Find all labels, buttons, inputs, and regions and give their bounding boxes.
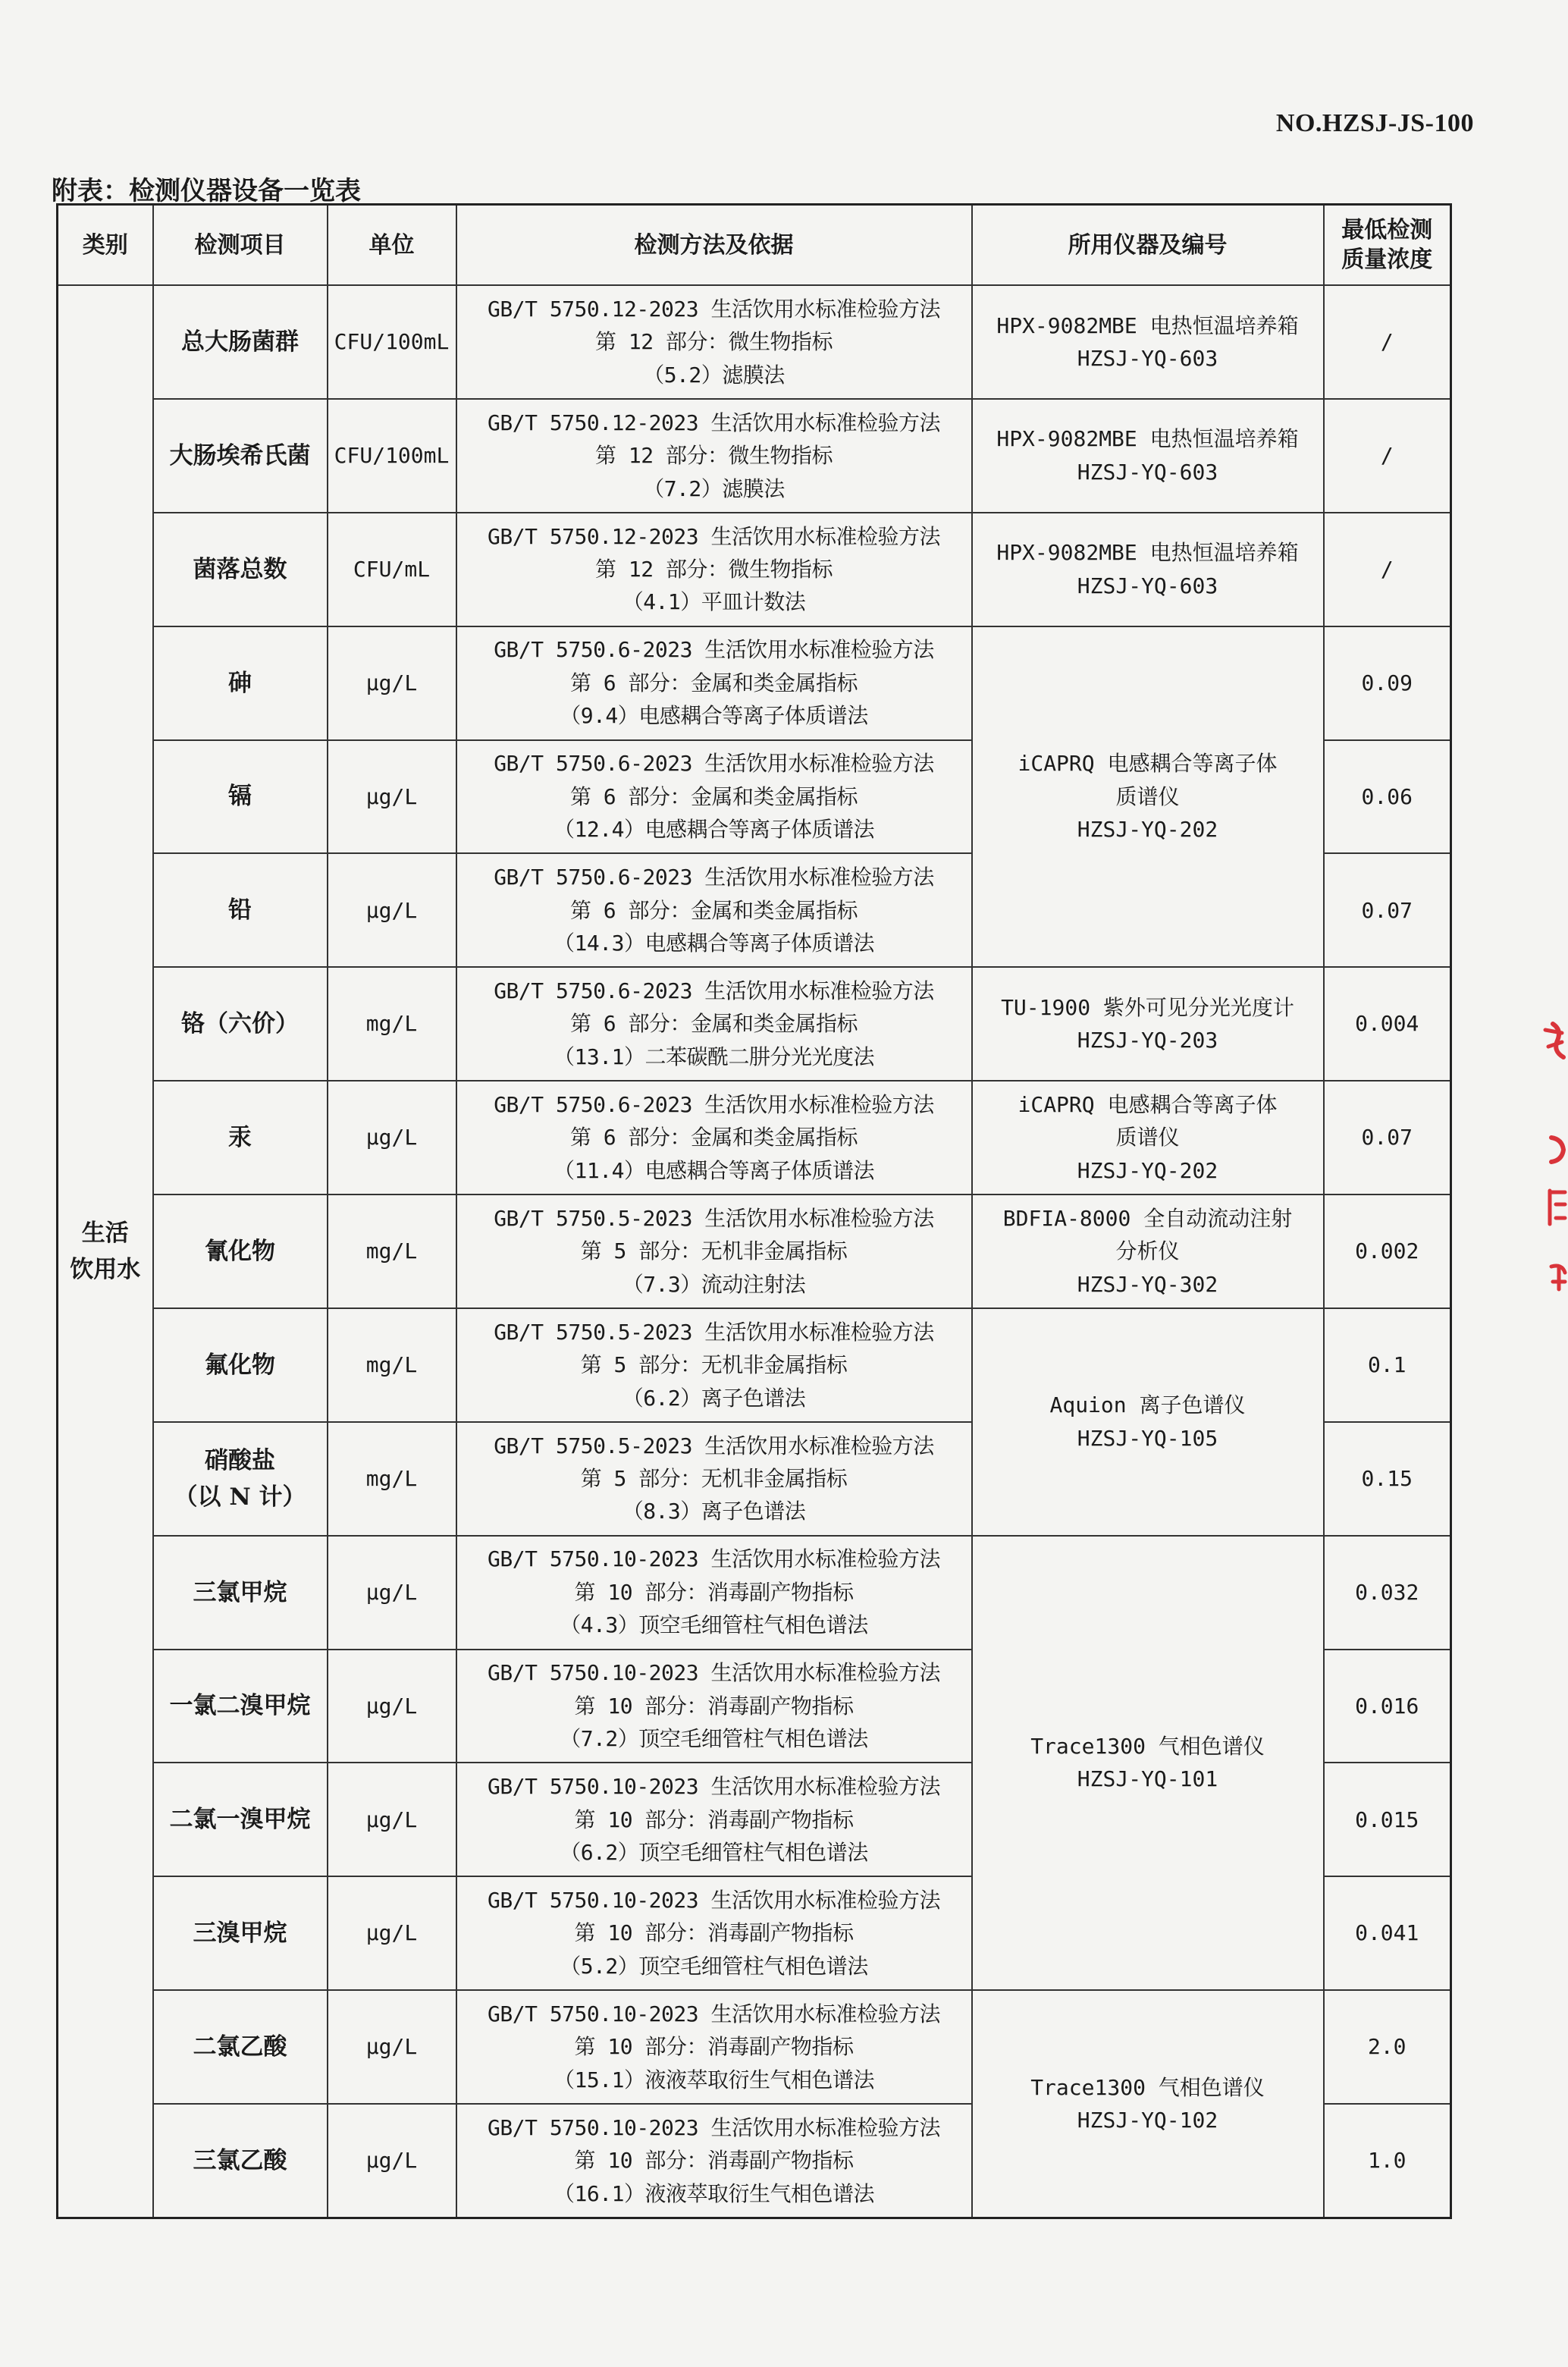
limit-cell: 0.002 xyxy=(1324,1194,1451,1308)
item-line: 硝酸盐 xyxy=(205,1446,275,1474)
method-line: GB/T 5750.6-2023 生活饮用水标准检验方法 xyxy=(494,865,934,890)
instrument-line: 质谱仪 xyxy=(1115,1125,1180,1151)
method-line: 第 10 部分：消毒副产物指标 xyxy=(574,2034,854,2060)
unit-cell: CFU/100mL xyxy=(328,285,456,399)
table-row xyxy=(58,626,1451,740)
table-header-row xyxy=(58,205,1451,286)
method-cell xyxy=(456,1081,972,1194)
method-cell xyxy=(456,626,972,740)
table-row xyxy=(58,399,1451,513)
method-cell xyxy=(456,740,972,854)
method-line: （5.2）滤膜法 xyxy=(643,362,785,388)
instrument-line: BDFIA-8000 全自动流动注射 xyxy=(1002,1205,1293,1231)
unit-cell: μg/L xyxy=(328,1650,456,1763)
item-cell: 氰化物 xyxy=(153,1194,328,1308)
instrument-line: HPX-9082MBE 电热恒温培养箱 xyxy=(996,426,1299,452)
method-line: （7.3）流动注射法 xyxy=(622,1271,806,1297)
method-line: 第 10 部分：消毒副产物指标 xyxy=(574,1693,854,1719)
method-line: GB/T 5750.12-2023 生活饮用水标准检验方法 xyxy=(488,523,940,549)
method-line: 第 6 部分：金属和类金属指标 xyxy=(569,670,858,695)
category-line2: 饮用水 xyxy=(70,1256,141,1283)
limit-cell: 0.015 xyxy=(1324,1763,1451,1876)
method-line: （4.3）顶空毛细管柱气相色谱法 xyxy=(560,1612,868,1638)
limit-cell: 0.06 xyxy=(1324,740,1451,854)
method-line: （6.2）顶空毛细管柱气相色谱法 xyxy=(560,1840,868,1865)
item-cell: 二氯乙酸 xyxy=(153,1990,328,2104)
method-line: GB/T 5750.12-2023 生活饮用水标准检验方法 xyxy=(488,410,940,435)
method-cell xyxy=(456,2104,972,2218)
method-line: 第 6 部分：金属和类金属指标 xyxy=(569,783,858,809)
table-row xyxy=(58,285,1451,399)
instrument-line: HZSJ-YQ-603 xyxy=(1077,459,1218,485)
instrument-table xyxy=(56,203,1452,2219)
unit-cell: μg/L xyxy=(328,740,456,854)
method-line: GB/T 5750.5-2023 生活饮用水标准检验方法 xyxy=(494,1319,934,1345)
method-line: （11.4）电感耦合等离子体质谱法 xyxy=(554,1157,874,1183)
method-line: GB/T 5750.6-2023 生活饮用水标准检验方法 xyxy=(494,1091,934,1117)
unit-cell: μg/L xyxy=(328,626,456,740)
table-body xyxy=(58,285,1451,2218)
method-cell xyxy=(456,967,972,1081)
unit-cell: μg/L xyxy=(328,1876,456,1990)
instrument-cell xyxy=(972,1194,1324,1308)
header-category: 类别 xyxy=(58,205,153,286)
instrument-line: HZSJ-YQ-202 xyxy=(1077,817,1218,843)
limit-cell: 0.15 xyxy=(1324,1422,1451,1536)
method-cell xyxy=(456,1650,972,1763)
instrument-line: HZSJ-YQ-603 xyxy=(1077,573,1218,598)
method-line: GB/T 5750.5-2023 生活饮用水标准检验方法 xyxy=(494,1433,934,1458)
instrument-line: 分析仪 xyxy=(1115,1238,1180,1264)
limit-cell: 0.07 xyxy=(1324,853,1451,967)
limit-cell: 0.07 xyxy=(1324,1081,1451,1194)
item-cell: 铬（六价） xyxy=(153,967,328,1081)
instrument-cell xyxy=(972,1990,1324,2218)
method-line: GB/T 5750.6-2023 生活饮用水标准检验方法 xyxy=(494,978,934,1004)
table-row xyxy=(58,967,1451,1081)
header-limit xyxy=(1324,205,1451,286)
header-method: 检测方法及依据 xyxy=(456,205,972,286)
method-line: 第 5 部分：无机非金属指标 xyxy=(580,1352,848,1378)
header-unit: 单位 xyxy=(328,205,456,286)
unit-cell: mg/L xyxy=(328,1308,456,1422)
unit-cell: mg/L xyxy=(328,1422,456,1536)
instrument-line: HZSJ-YQ-203 xyxy=(1077,1028,1218,1053)
instrument-line: Trace1300 气相色谱仪 xyxy=(1030,2074,1265,2100)
instrument-line: iCAPRQ 电感耦合等离子体 xyxy=(1018,751,1278,777)
header-limit-line2: 质量浓度 xyxy=(1341,246,1433,273)
item-cell: 三溴甲烷 xyxy=(153,1876,328,1990)
method-cell xyxy=(456,285,972,399)
method-cell xyxy=(456,1876,972,1990)
table-row xyxy=(58,513,1451,626)
method-line: 第 10 部分：消毒副产物指标 xyxy=(574,1920,854,1946)
instrument-line: Aquion 离子色谱仪 xyxy=(1049,1392,1246,1418)
instrument-cell xyxy=(972,1536,1324,1991)
table-caption: 附表：检测仪器设备一览表 xyxy=(52,176,361,206)
instrument-cell xyxy=(972,513,1324,626)
method-line: 第 10 部分：消毒副产物指标 xyxy=(574,1807,854,1832)
limit-cell: 0.09 xyxy=(1324,626,1451,740)
instrument-cell xyxy=(972,285,1324,399)
limit-cell: 0.041 xyxy=(1324,1876,1451,1990)
method-line: （9.4）电感耦合等离子体质谱法 xyxy=(560,703,868,729)
limit-cell: 0.032 xyxy=(1324,1536,1451,1650)
item-cell: 三氯乙酸 xyxy=(153,2104,328,2218)
method-cell xyxy=(456,1763,972,1876)
method-line: GB/T 5750.6-2023 生活饮用水标准检验方法 xyxy=(494,751,934,777)
table-row xyxy=(58,1536,1451,1650)
method-line: GB/T 5750.10-2023 生活饮用水标准检验方法 xyxy=(488,1774,940,1800)
instrument-line: HZSJ-YQ-102 xyxy=(1077,2108,1218,2133)
unit-cell: μg/L xyxy=(328,853,456,967)
instrument-line: iCAPRQ 电感耦合等离子体 xyxy=(1018,1091,1278,1117)
item-cell: 大肠埃希氏菌 xyxy=(153,399,328,513)
method-line: GB/T 5750.10-2023 生活饮用水标准检验方法 xyxy=(488,2114,940,2140)
method-line: 第 12 部分：微生物指标 xyxy=(595,329,833,355)
report-number: NO.HZSJ-JS-100 xyxy=(1275,109,1474,137)
method-line: 第 5 部分：无机非金属指标 xyxy=(580,1238,848,1264)
method-line: （13.1）二苯碳酰二肼分光光度法 xyxy=(554,1044,874,1069)
method-cell xyxy=(456,1308,972,1422)
unit-cell: μg/L xyxy=(328,1081,456,1194)
instrument-line: Trace1300 气相色谱仪 xyxy=(1030,1733,1265,1759)
method-line: （12.4）电感耦合等离子体质谱法 xyxy=(554,817,874,843)
method-line: 第 6 部分：金属和类金属指标 xyxy=(569,1125,858,1151)
instrument-line: HPX-9082MBE 电热恒温培养箱 xyxy=(996,540,1299,566)
instrument-line: HPX-9082MBE 电热恒温培养箱 xyxy=(996,312,1299,338)
instrument-cell xyxy=(972,399,1324,513)
method-line: 第 10 部分：消毒副产物指标 xyxy=(574,1579,854,1605)
header-limit-line1: 最低检测 xyxy=(1341,217,1433,243)
item-cell: 镉 xyxy=(153,740,328,854)
unit-cell: mg/L xyxy=(328,1194,456,1308)
method-cell xyxy=(456,1990,972,2104)
category-line1: 生活 xyxy=(81,1219,129,1247)
table-row xyxy=(58,1194,1451,1308)
instrument-line: HZSJ-YQ-302 xyxy=(1077,1271,1218,1297)
method-line: （5.2）顶空毛细管柱气相色谱法 xyxy=(560,1953,868,1979)
table-row xyxy=(58,1081,1451,1194)
method-line: 第 12 部分：微生物指标 xyxy=(595,556,833,582)
limit-cell: 1.0 xyxy=(1324,2104,1451,2218)
red-seal-stamp xyxy=(1523,1001,1568,1365)
method-line: （16.1）液液萃取衍生气相色谱法 xyxy=(554,2180,874,2206)
method-cell xyxy=(456,1536,972,1650)
header-instrument: 所用仪器及编号 xyxy=(972,205,1324,286)
method-line: GB/T 5750.10-2023 生活饮用水标准检验方法 xyxy=(488,1888,940,1913)
table-row xyxy=(58,1990,1451,2104)
method-cell xyxy=(456,513,972,626)
category-cell xyxy=(58,285,153,2218)
method-cell xyxy=(456,399,972,513)
method-line: 第 5 部分：无机非金属指标 xyxy=(580,1465,848,1491)
item-cell: 一氯二溴甲烷 xyxy=(153,1650,328,1763)
method-line: 第 12 部分：微生物指标 xyxy=(595,443,833,469)
unit-cell: μg/L xyxy=(328,1990,456,2104)
method-line: （7.2）顶空毛细管柱气相色谱法 xyxy=(560,1726,868,1752)
instrument-line: 质谱仪 xyxy=(1115,783,1180,809)
instrument-line: HZSJ-YQ-603 xyxy=(1077,345,1218,371)
item-cell: 铅 xyxy=(153,853,328,967)
method-line: （15.1）液液萃取衍生气相色谱法 xyxy=(554,2067,874,2092)
unit-cell: mg/L xyxy=(328,967,456,1081)
item-cell: 汞 xyxy=(153,1081,328,1194)
header-item: 检测项目 xyxy=(153,205,328,286)
item-cell: 二氯一溴甲烷 xyxy=(153,1763,328,1876)
method-cell xyxy=(456,1422,972,1536)
limit-cell: 0.016 xyxy=(1324,1650,1451,1763)
unit-cell: CFU/mL xyxy=(328,513,456,626)
method-cell xyxy=(456,853,972,967)
instrument-line: TU-1900 紫外可见分光光度计 xyxy=(1001,994,1294,1020)
limit-cell: / xyxy=(1324,285,1451,399)
method-line: GB/T 5750.5-2023 生活饮用水标准检验方法 xyxy=(494,1205,934,1231)
item-cell: 三氯甲烷 xyxy=(153,1536,328,1650)
table-row xyxy=(58,1308,1451,1422)
unit-cell: μg/L xyxy=(328,1763,456,1876)
method-line: GB/T 5750.10-2023 生活饮用水标准检验方法 xyxy=(488,1546,940,1572)
method-line: GB/T 5750.6-2023 生活饮用水标准检验方法 xyxy=(494,637,934,663)
method-line: GB/T 5750.10-2023 生活饮用水标准检验方法 xyxy=(488,2001,940,2026)
instrument-cell xyxy=(972,1308,1324,1536)
item-line: （以 N 计） xyxy=(174,1483,306,1511)
limit-cell: / xyxy=(1324,399,1451,513)
instrument-cell xyxy=(972,626,1324,968)
limit-cell: 2.0 xyxy=(1324,1990,1451,2104)
unit-cell: CFU/100mL xyxy=(328,399,456,513)
limit-cell: / xyxy=(1324,513,1451,626)
instrument-line: HZSJ-YQ-105 xyxy=(1077,1425,1218,1451)
instrument-cell xyxy=(972,967,1324,1081)
method-line: （7.2）滤膜法 xyxy=(643,476,785,501)
method-line: GB/T 5750.12-2023 生活饮用水标准检验方法 xyxy=(488,296,940,322)
item-cell: 总大肠菌群 xyxy=(153,285,328,399)
method-cell xyxy=(456,1194,972,1308)
item-cell: 氟化物 xyxy=(153,1308,328,1422)
item-cell xyxy=(153,1422,328,1536)
method-line: （14.3）电感耦合等离子体质谱法 xyxy=(554,931,874,956)
method-line: （6.2）离子色谱法 xyxy=(622,1385,806,1411)
method-line: 第 10 部分：消毒副产物指标 xyxy=(574,2148,854,2174)
limit-cell: 0.004 xyxy=(1324,967,1451,1081)
method-line: （8.3）离子色谱法 xyxy=(622,1499,806,1524)
unit-cell: μg/L xyxy=(328,2104,456,2218)
limit-cell: 0.1 xyxy=(1324,1308,1451,1422)
method-line: 第 6 部分：金属和类金属指标 xyxy=(569,1011,858,1037)
item-cell: 砷 xyxy=(153,626,328,740)
instrument-line: HZSJ-YQ-202 xyxy=(1077,1157,1218,1183)
method-line: （4.1）平皿计数法 xyxy=(622,589,806,615)
method-line: 第 6 部分：金属和类金属指标 xyxy=(569,897,858,923)
unit-cell: μg/L xyxy=(328,1536,456,1650)
method-line: GB/T 5750.10-2023 生活饮用水标准检验方法 xyxy=(488,1660,940,1686)
item-cell: 菌落总数 xyxy=(153,513,328,626)
instrument-cell xyxy=(972,1081,1324,1194)
instrument-line: HZSJ-YQ-101 xyxy=(1077,1766,1218,1792)
